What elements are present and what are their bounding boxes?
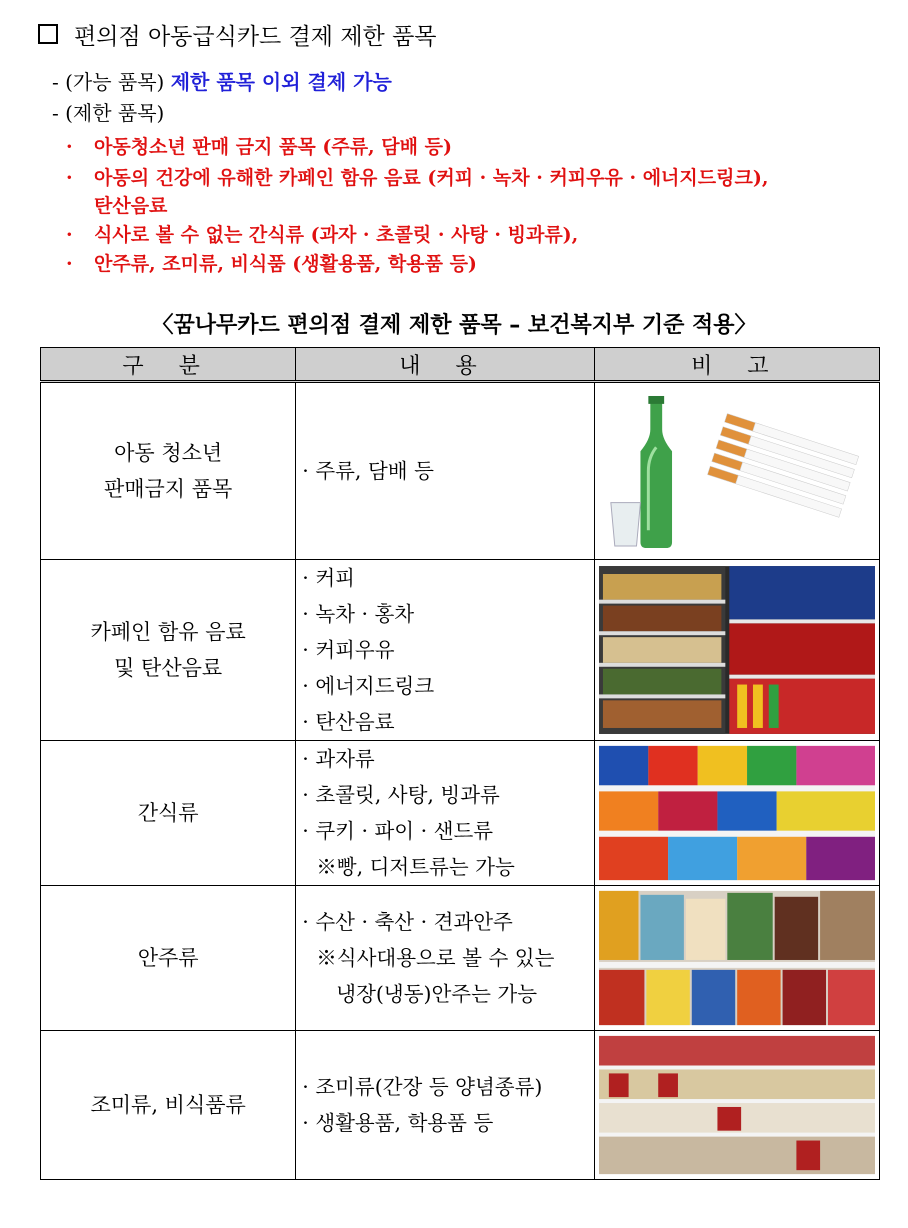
row-image-alcohol-tobacco: [594, 382, 879, 560]
row-content: · 주류, 담배 등: [296, 382, 594, 560]
allowed-line: [52, 66, 392, 95]
row-category: 간식류: [41, 741, 296, 886]
restricted-item-3: · 식사로 볼 수 없는 간식류 (과자 · 초콜릿 · 사탕 · 빙과류),: [66, 224, 579, 246]
beverage-shelves-image: [599, 565, 875, 735]
bar-snacks-image: [599, 890, 875, 1026]
allowed-text: 제한 품목 이외 결제 가능: [170, 70, 392, 94]
row-category: 안주류: [41, 886, 296, 1031]
soju-cigarettes-image: [599, 387, 875, 555]
table-row: [41, 741, 880, 886]
table-row: [41, 382, 880, 560]
header-note: 비 고: [594, 348, 879, 382]
table-row: [41, 1031, 880, 1180]
header-content: 내 용: [296, 348, 594, 382]
restricted-item-1: · 아동청소년 판매 금지 품목 (주류, 담배 등): [66, 136, 452, 158]
table-caption: 〈꿈나무카드 편의점 결제 제한 품목 – 보건복지부 기준 적용〉: [151, 313, 757, 338]
allowed-prefix: - (가능 품목): [52, 70, 165, 94]
header-category: 구 분: [41, 348, 296, 382]
row-image-beverages: [594, 560, 879, 741]
restricted-prefix: - (제한 품목): [52, 101, 165, 125]
table-row: [41, 886, 880, 1031]
row-image-snacks: [594, 741, 879, 886]
seasoning-shelves-image: [599, 1035, 875, 1175]
row-image-seasonings: [594, 1031, 879, 1180]
row-category: 아동 청소년 판매금지 품목: [41, 382, 296, 560]
heading-text: 편의점 아동급식카드 결제 제한 품목: [74, 23, 437, 50]
checkbox-icon: [38, 24, 58, 44]
restriction-table: [40, 347, 880, 1180]
row-image-bar-snacks: [594, 886, 879, 1031]
row-content: · 커피 · 녹차 · 홍차 · 커피우유 · 에너지드링크 · 탄산음료: [296, 560, 594, 741]
table-row: [41, 560, 880, 741]
row-content: · 과자류 · 초콜릿, 사탕, 빙과류 · 쿠키 · 파이 · 샌드류 ※빵, 디저트류는 가능: [296, 741, 594, 886]
row-category: 조미류, 비식품류: [41, 1031, 296, 1180]
restricted-item-2-cont: 탄산음료: [94, 195, 168, 217]
restricted-item-2: · 아동의 건강에 유해한 카페인 함유 음료 (커피 · 녹차 · 커피우유 · 에너지드링크),: [66, 167, 769, 189]
section-heading: [38, 18, 437, 50]
row-content: · 수산 · 축산 · 견과안주 ※식사대용으로 볼 수 있는 냉장(냉동)안주는 가능: [296, 886, 594, 1031]
table-header-row: [41, 348, 880, 382]
restricted-item-4: · 안주류, 조미류, 비식품 (생활용품, 학용품 등): [66, 253, 477, 275]
row-content: · 조미류(간장 등 양념종류) · 생활용품, 학용품 등: [296, 1031, 594, 1180]
row-category: 카페인 함유 음료 및 탄산음료: [41, 560, 296, 741]
snack-shelves-image: [599, 745, 875, 881]
